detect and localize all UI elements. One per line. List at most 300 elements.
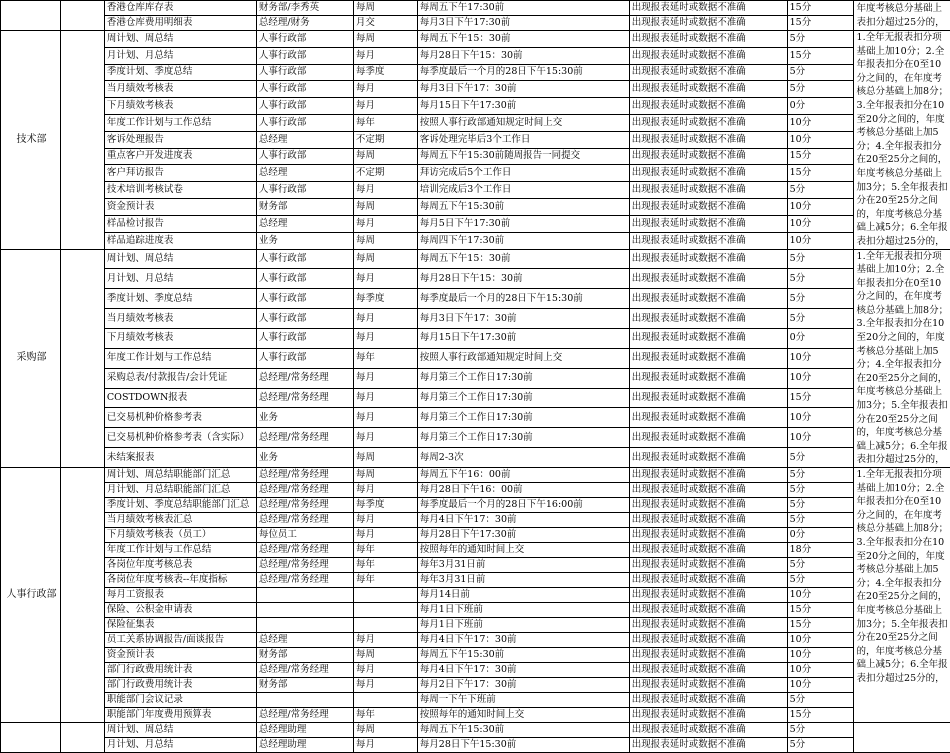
penalty-score-cell: 10分	[787, 408, 853, 428]
penalty-condition-cell: 出现报表延时或数据不准确	[629, 618, 787, 633]
penalty-score-cell: 10分	[787, 348, 853, 368]
report-name-cell: 香港仓库库存表	[104, 1, 256, 16]
frequency-cell	[353, 693, 417, 708]
penalty-condition-cell: 出现报表延时或数据不准确	[629, 603, 787, 618]
recipient-cell: 人事行政部	[256, 81, 353, 98]
penalty-score-cell: 15分	[787, 1, 853, 16]
table-row	[1, 81, 950, 98]
penalty-score-cell: 5分	[787, 723, 853, 738]
penalty-condition-cell: 出现报表延时或数据不准确	[629, 131, 787, 148]
recipient-cell: 总经理/常务经理	[256, 498, 353, 513]
report-name-cell: 部门行政费用统计表	[104, 663, 256, 678]
deadline-cell: 每月3日下午17:30前	[417, 16, 629, 31]
deadline-cell: 每月3日下午17：30前	[417, 81, 629, 98]
recipient-cell	[256, 618, 353, 633]
deadline-cell: 每月28日下午15：30前	[417, 269, 629, 289]
penalty-condition-cell: 出现报表延时或数据不准确	[629, 348, 787, 368]
recipient-cell: 人事行政部	[256, 309, 353, 329]
recipient-cell: 人事行政部	[256, 31, 353, 48]
table-row	[1, 663, 950, 678]
report-name-cell: 保险、公积金申请表	[104, 603, 256, 618]
table-row	[1, 98, 950, 115]
deadline-cell: 每周五下午16：00前	[417, 468, 629, 483]
deadline-cell: 拜访完成后5个工作日	[417, 165, 629, 182]
report-name-cell: 客户拜访报告	[104, 165, 256, 182]
report-name-cell: 香港仓库费用明细表	[104, 16, 256, 31]
penalty-condition-cell: 出现报表延时或数据不准确	[629, 408, 787, 428]
deadline-cell: 每年3月31日前	[417, 573, 629, 588]
report-name-cell: 当月绩效考核表	[104, 81, 256, 98]
frequency-cell: 每月	[353, 328, 417, 348]
deadline-cell: 每月14日前	[417, 588, 629, 603]
report-name-cell: 月计划、月总结	[104, 269, 256, 289]
recipient-cell: 总经理/常务经理	[256, 708, 353, 723]
penalty-condition-cell: 出现报表延时或数据不准确	[629, 513, 787, 528]
frequency-cell: 每周	[353, 468, 417, 483]
deadline-cell: 每周五下午17:30前	[417, 1, 629, 16]
penalty-condition-cell: 出现报表延时或数据不准确	[629, 708, 787, 723]
frequency-cell: 月交	[353, 16, 417, 31]
table-row	[1, 368, 950, 388]
recipient-cell: 总经理/常务经理	[256, 543, 353, 558]
penalty-score-cell: 10分	[787, 198, 853, 215]
table-row	[1, 648, 950, 663]
table-row	[1, 543, 950, 558]
penalty-condition-cell: 出现报表延时或数据不准确	[629, 648, 787, 663]
frequency-cell: 每月	[353, 408, 417, 428]
penalty-condition-cell: 出现报表延时或数据不准确	[629, 148, 787, 165]
penalty-score-cell: 10分	[787, 588, 853, 603]
penalty-score-cell: 15分	[787, 148, 853, 165]
deadline-cell: 每周五下午15：30前	[417, 31, 629, 48]
deadline-cell: 每月第三个工作日17:30前	[417, 368, 629, 388]
report-name-cell: 各岗位年度考核总表	[104, 558, 256, 573]
report-name-cell: 月计划、月总结职能部门汇总	[104, 483, 256, 498]
penalty-condition-cell: 出现报表延时或数据不准确	[629, 64, 787, 81]
penalty-score-cell: 10分	[787, 648, 853, 663]
deadline-cell: 每周五下午15:30前随周报告一同提交	[417, 148, 629, 165]
frequency-cell: 每季度	[353, 64, 417, 81]
penalty-condition-cell: 出现报表延时或数据不准确	[629, 468, 787, 483]
penalty-score-cell: 0分	[787, 328, 853, 348]
deadline-cell: 每周五下午15:30前	[417, 648, 629, 663]
deadline-cell: 每月第三个工作日17:30前	[417, 408, 629, 428]
recipient-cell: 业务	[256, 232, 353, 249]
table-row	[1, 16, 950, 31]
report-name-cell: 季度计划、季度总结	[104, 64, 256, 81]
report-name-cell: 保险征集表	[104, 618, 256, 633]
penalty-condition-cell: 出现报表延时或数据不准确	[629, 269, 787, 289]
table-row	[1, 573, 950, 588]
deadline-cell: 每月15日下午17:30前	[417, 328, 629, 348]
report-name-cell: 年度工作计划与工作总结	[104, 348, 256, 368]
recipient-cell: 总经理/常务经理	[256, 388, 353, 408]
penalty-condition-cell: 出现报表延时或数据不准确	[629, 663, 787, 678]
penalty-score-cell: 5分	[787, 31, 853, 48]
penalty-score-cell: 10分	[787, 368, 853, 388]
frequency-cell: 每月	[353, 368, 417, 388]
frequency-cell: 每周	[353, 31, 417, 48]
report-name-cell: 下月绩效考核表	[104, 328, 256, 348]
recipient-cell: 总经理/常务经理	[256, 573, 353, 588]
frequency-cell: 每季度	[353, 289, 417, 309]
recipient-cell: 总经理/常务经理	[256, 483, 353, 498]
report-name-cell: 部门行政费用统计表	[104, 678, 256, 693]
table-row	[1, 269, 950, 289]
table-row	[1, 249, 950, 269]
penalty-condition-cell: 出现报表延时或数据不准确	[629, 558, 787, 573]
penalty-score-cell: 5分	[787, 483, 853, 498]
report-name-cell: COSTDOWN报表	[104, 388, 256, 408]
frequency-cell: 每周	[353, 249, 417, 269]
penalty-condition-cell: 出现报表延时或数据不准确	[629, 498, 787, 513]
penalty-score-cell: 18分	[787, 543, 853, 558]
penalty-score-cell: 10分	[787, 215, 853, 232]
frequency-cell: 每季度	[353, 498, 417, 513]
deadline-cell: 每季度最后一个月的28日下午15:30前	[417, 289, 629, 309]
deadline-cell: 每周一下午下班前	[417, 693, 629, 708]
deadline-cell: 每月3日下午17：30前	[417, 309, 629, 329]
scoring-rule-note	[853, 723, 950, 753]
penalty-score-cell: 15分	[787, 47, 853, 64]
table-row	[1, 289, 950, 309]
report-name-cell: 员工关系协调报告/面谈报告	[104, 633, 256, 648]
deadline-cell: 每月4日下午17：30前	[417, 663, 629, 678]
table-row	[1, 64, 950, 81]
recipient-cell: 总经理/常务经理	[256, 368, 353, 388]
spacer-cell	[60, 31, 104, 250]
table-row	[1, 558, 950, 573]
table-row	[1, 468, 950, 483]
recipient-cell: 人事行政部	[256, 348, 353, 368]
penalty-condition-cell: 出现报表延时或数据不准确	[629, 198, 787, 215]
penalty-condition-cell: 出现报表延时或数据不准确	[629, 289, 787, 309]
report-name-cell: 周计划、周总结	[104, 723, 256, 738]
deadline-cell: 客诉处理完毕后3个工作日	[417, 131, 629, 148]
penalty-condition-cell: 出现报表延时或数据不准确	[629, 573, 787, 588]
deadline-cell: 每月4日下午17：30前	[417, 513, 629, 528]
table-row	[1, 513, 950, 528]
deadline-cell: 每月15日下午17:30前	[417, 98, 629, 115]
penalty-score-cell: 10分	[787, 232, 853, 249]
deadline-cell: 每月第三个工作日17:30前	[417, 428, 629, 448]
deadline-cell: 按照每年的通知时间上交	[417, 708, 629, 723]
penalty-score-cell: 5分	[787, 249, 853, 269]
deadline-cell: 每季度最后一个月的28日下午16:00前	[417, 498, 629, 513]
penalty-condition-cell: 出现报表延时或数据不准确	[629, 98, 787, 115]
deadline-cell: 每月28日下午15:30前	[417, 738, 629, 753]
penalty-condition-cell: 出现报表延时或数据不准确	[629, 528, 787, 543]
table-row	[1, 1, 950, 16]
penalty-score-cell: 5分	[787, 81, 853, 98]
recipient-cell: 人事行政部	[256, 182, 353, 199]
table-row	[1, 498, 950, 513]
penalty-score-cell: 10分	[787, 114, 853, 131]
deadline-cell: 每月1日下班前	[417, 618, 629, 633]
penalty-condition-cell: 出现报表延时或数据不准确	[629, 1, 787, 16]
report-name-cell: 月计划、月总结	[104, 47, 256, 64]
frequency-cell: 每周	[353, 448, 417, 468]
penalty-condition-cell: 出现报表延时或数据不准确	[629, 388, 787, 408]
recipient-cell	[256, 588, 353, 603]
report-name-cell: 下月绩效考核表	[104, 98, 256, 115]
frequency-cell: 每年	[353, 543, 417, 558]
frequency-cell	[353, 588, 417, 603]
penalty-score-cell: 0分	[787, 528, 853, 543]
table-row	[1, 165, 950, 182]
report-name-cell: 客诉处理报告	[104, 131, 256, 148]
recipient-cell: 总经理/常务经理	[256, 513, 353, 528]
scoring-rule-note: 1.全年无报表扣分项基础上加10分；2.全年报表扣分在0至10分之间的，在年度考核总分基础上加8分；3.全年报表扣分在10至20分之间的，年度考核总分基础上加5分；4.全年报表扣分在20至25分之间的，年度考核总分基础上加3分；5.全年报表扣分在20至25分之间的，年度考核总分基础上减5分；6.全年报表扣分超过25分的，	[853, 249, 950, 468]
table-row	[1, 148, 950, 165]
table-row	[1, 31, 950, 48]
penalty-condition-cell: 出现报表延时或数据不准确	[629, 309, 787, 329]
department-cell: 人事行政部	[1, 468, 61, 723]
recipient-cell: 财务部/李秀英	[256, 1, 353, 16]
deadline-cell: 每周四下午17:30前	[417, 232, 629, 249]
recipient-cell: 每位员工	[256, 528, 353, 543]
report-name-cell: 周计划、周总结	[104, 31, 256, 48]
frequency-cell: 每月	[353, 663, 417, 678]
report-name-cell: 重点客户开发进度表	[104, 148, 256, 165]
penalty-condition-cell: 出现报表延时或数据不准确	[629, 215, 787, 232]
table-row	[1, 408, 950, 428]
table-row	[1, 693, 950, 708]
penalty-score-cell: 5分	[787, 573, 853, 588]
deadline-cell: 每月第三个工作日17:30前	[417, 388, 629, 408]
penalty-condition-cell: 出现报表延时或数据不准确	[629, 165, 787, 182]
frequency-cell: 每月	[353, 483, 417, 498]
table-row	[1, 633, 950, 648]
frequency-cell: 每月	[353, 738, 417, 753]
table-row	[1, 388, 950, 408]
penalty-condition-cell: 出现报表延时或数据不准确	[629, 678, 787, 693]
penalty-condition-cell: 出现报表延时或数据不准确	[629, 31, 787, 48]
deadline-cell: 每周五下午15:30前	[417, 198, 629, 215]
recipient-cell: 总经理	[256, 215, 353, 232]
report-name-cell: 样品追踪进度表	[104, 232, 256, 249]
penalty-condition-cell: 出现报表延时或数据不准确	[629, 47, 787, 64]
frequency-cell: 每月	[353, 47, 417, 64]
frequency-cell: 每月	[353, 182, 417, 199]
report-name-cell: 样品检讨报告	[104, 215, 256, 232]
table-row	[1, 182, 950, 199]
recipient-cell: 人事行政部	[256, 64, 353, 81]
report-name-cell: 采购总表/付款报告/会计凭证	[104, 368, 256, 388]
report-name-cell: 资金预计表	[104, 648, 256, 663]
report-name-cell: 当月绩效考核表汇总	[104, 513, 256, 528]
penalty-score-cell: 15分	[787, 603, 853, 618]
frequency-cell: 每年	[353, 348, 417, 368]
frequency-cell: 每年	[353, 573, 417, 588]
frequency-cell: 每月	[353, 513, 417, 528]
report-name-cell: 周计划、周总结职能部门汇总	[104, 468, 256, 483]
spacer-cell	[60, 1, 104, 31]
frequency-cell: 每年	[353, 558, 417, 573]
frequency-cell: 每月	[353, 388, 417, 408]
recipient-cell: 业务	[256, 448, 353, 468]
penalty-score-cell: 5分	[787, 498, 853, 513]
recipient-cell: 人事行政部	[256, 114, 353, 131]
recipient-cell: 人事行政部	[256, 148, 353, 165]
penalty-score-cell: 10分	[787, 663, 853, 678]
frequency-cell: 每年	[353, 114, 417, 131]
table-row	[1, 618, 950, 633]
penalty-score-cell: 15分	[787, 16, 853, 31]
recipient-cell: 财务部	[256, 648, 353, 663]
department-cell	[1, 1, 61, 31]
table-row	[1, 309, 950, 329]
penalty-score-cell: 10分	[787, 428, 853, 448]
recipient-cell: 财务部	[256, 678, 353, 693]
report-name-cell: 季度计划、季度总结	[104, 289, 256, 309]
penalty-condition-cell: 出现报表延时或数据不准确	[629, 232, 787, 249]
recipient-cell: 业务	[256, 408, 353, 428]
deadline-cell: 每季度最后一个月的28日下午15:30前	[417, 64, 629, 81]
recipient-cell: 人事行政部	[256, 249, 353, 269]
spacer-cell	[60, 249, 104, 468]
deadline-cell: 每月28日下午17:30前	[417, 528, 629, 543]
penalty-score-cell: 5分	[787, 738, 853, 753]
recipient-cell: 人事行政部	[256, 98, 353, 115]
deadline-cell: 每周五下午15：30前	[417, 249, 629, 269]
report-name-cell: 已交易机种价格参考表（含实际）	[104, 428, 256, 448]
deadline-cell: 每周2-3次	[417, 448, 629, 468]
report-name-cell: 每月工资报表	[104, 588, 256, 603]
penalty-condition-cell: 出现报表延时或数据不准确	[629, 723, 787, 738]
penalty-condition-cell: 出现报表延时或数据不准确	[629, 16, 787, 31]
frequency-cell: 每周	[353, 148, 417, 165]
penalty-condition-cell: 出现报表延时或数据不准确	[629, 114, 787, 131]
deadline-cell: 每月28日下午16：00前	[417, 483, 629, 498]
department-cell: 采购部	[1, 249, 61, 468]
frequency-cell: 每月	[353, 678, 417, 693]
penalty-score-cell: 10分	[787, 131, 853, 148]
report-name-cell: 下月绩效考核表（员工）	[104, 528, 256, 543]
recipient-cell: 人事行政部	[256, 328, 353, 348]
table-row	[1, 47, 950, 64]
spacer-cell	[60, 468, 104, 723]
recipient-cell: 总经理/常务经理	[256, 663, 353, 678]
scoring-rule-note: 1.全年无报表扣分项基础上加10分；2.全年报表扣分在0至10分之间的，在年度考核总分基础上加8分；3.全年报表扣分在10至20分之间的，年度考核总分基础上加5分；4.全年报表扣分在20至25分之间的，年度考核总分基础上加3分；5.全年报表扣分在20至25分之间的，年度考核总分基础上减5分；6.全年报表扣分超过25分的，	[853, 31, 950, 250]
table-row	[1, 708, 950, 723]
report-name-cell: 职能部门会议记录	[104, 693, 256, 708]
scoring-rule-note: 年度考核总分基础上表扣分超过25分的，	[853, 1, 950, 31]
penalty-score-cell: 5分	[787, 558, 853, 573]
scoring-rule-note: 1.全年无报表扣分项基础上加10分；2.全年报表扣分在0至10分之间的，在年度考核总分基础上加8分；3.全年报表扣分在10至20分之间的，年度考核总分基础上加5分；4.全年报表扣分在20至25分之间的，年度考核总分基础上加3分；5.全年报表扣分在20至25分之间的，年度考核总分基础上减5分；6.全年报表扣分超过25分的，	[853, 468, 950, 723]
report-name-cell: 资金预计表	[104, 198, 256, 215]
penalty-condition-cell: 出现报表延时或数据不准确	[629, 543, 787, 558]
penalty-condition-cell: 出现报表延时或数据不准确	[629, 483, 787, 498]
deadline-cell: 每月4日下午17：30前	[417, 633, 629, 648]
department-cell: 技术部	[1, 31, 61, 250]
deadline-cell: 按照人事行政部通知规定时间上交	[417, 114, 629, 131]
deadline-cell: 按照人事行政部通知规定时间上交	[417, 348, 629, 368]
recipient-cell: 人事行政部	[256, 47, 353, 64]
penalty-condition-cell: 出现报表延时或数据不准确	[629, 693, 787, 708]
frequency-cell: 每周	[353, 198, 417, 215]
penalty-condition-cell: 出现报表延时或数据不准确	[629, 633, 787, 648]
deadline-cell: 每月28日下午15：30前	[417, 47, 629, 64]
penalty-score-cell: 0分	[787, 98, 853, 115]
table-row	[1, 678, 950, 693]
penalty-score-cell: 10分	[787, 633, 853, 648]
report-name-cell: 已交易机种价格参考表	[104, 408, 256, 428]
frequency-cell: 不定期	[353, 165, 417, 182]
frequency-cell: 每月	[353, 428, 417, 448]
penalty-score-cell: 5分	[787, 513, 853, 528]
frequency-cell: 每年	[353, 708, 417, 723]
table-row	[1, 215, 950, 232]
penalty-condition-cell: 出现报表延时或数据不准确	[629, 249, 787, 269]
penalty-condition-cell: 出现报表延时或数据不准确	[629, 738, 787, 753]
deadline-cell: 按照每年的通知时间上交	[417, 543, 629, 558]
penalty-score-cell: 15分	[787, 708, 853, 723]
report-name-cell: 职能部门年度费用预算表	[104, 708, 256, 723]
frequency-cell: 每周	[353, 232, 417, 249]
table-row	[1, 114, 950, 131]
spacer-cell	[60, 723, 104, 753]
recipient-cell: 总经理助理	[256, 738, 353, 753]
penalty-score-cell: 5分	[787, 64, 853, 81]
table-row	[1, 738, 950, 753]
recipient-cell: 总经理	[256, 633, 353, 648]
table-row	[1, 198, 950, 215]
table-row	[1, 483, 950, 498]
recipient-cell	[256, 603, 353, 618]
table-row	[1, 328, 950, 348]
frequency-cell: 每月	[353, 98, 417, 115]
report-name-cell: 当月绩效考核表	[104, 309, 256, 329]
frequency-cell: 每周	[353, 1, 417, 16]
penalty-score-cell: 15分	[787, 618, 853, 633]
penalty-condition-cell: 出现报表延时或数据不准确	[629, 368, 787, 388]
report-name-cell: 技术培训考核试卷	[104, 182, 256, 199]
penalty-condition-cell: 出现报表延时或数据不准确	[629, 588, 787, 603]
deadline-cell: 每月1日下班前	[417, 603, 629, 618]
frequency-cell: 每周	[353, 723, 417, 738]
frequency-cell	[353, 603, 417, 618]
recipient-cell: 财务部	[256, 198, 353, 215]
frequency-cell: 每月	[353, 309, 417, 329]
table-row	[1, 723, 950, 738]
penalty-score-cell: 5分	[787, 448, 853, 468]
table-row	[1, 131, 950, 148]
recipient-cell: 总经理	[256, 131, 353, 148]
table-row	[1, 232, 950, 249]
report-name-cell: 各岗位年度考核表--年度指标	[104, 573, 256, 588]
penalty-score-cell: 15分	[787, 165, 853, 182]
deadline-cell: 每年3月31日前	[417, 558, 629, 573]
frequency-cell: 每月	[353, 81, 417, 98]
penalty-score-cell: 5分	[787, 309, 853, 329]
deadline-cell: 每月5日下午17:30前	[417, 215, 629, 232]
table-row	[1, 588, 950, 603]
deadline-cell: 培训完成后3个工作日	[417, 182, 629, 199]
recipient-cell: 总经理/财务	[256, 16, 353, 31]
frequency-cell: 每月	[353, 269, 417, 289]
report-name-cell: 季度计划、季度总结职能部门汇总	[104, 498, 256, 513]
department-cell	[1, 723, 61, 753]
report-name-cell: 年度工作计划与工作总结	[104, 114, 256, 131]
deadline-cell: 每周五下午15:30前	[417, 723, 629, 738]
penalty-score-cell: 5分	[787, 693, 853, 708]
penalty-score-cell: 5分	[787, 269, 853, 289]
penalty-score-cell: 10分	[787, 678, 853, 693]
report-name-cell: 年度工作计划与工作总结	[104, 543, 256, 558]
table-row	[1, 348, 950, 368]
recipient-cell: 总经理/常务经理	[256, 558, 353, 573]
